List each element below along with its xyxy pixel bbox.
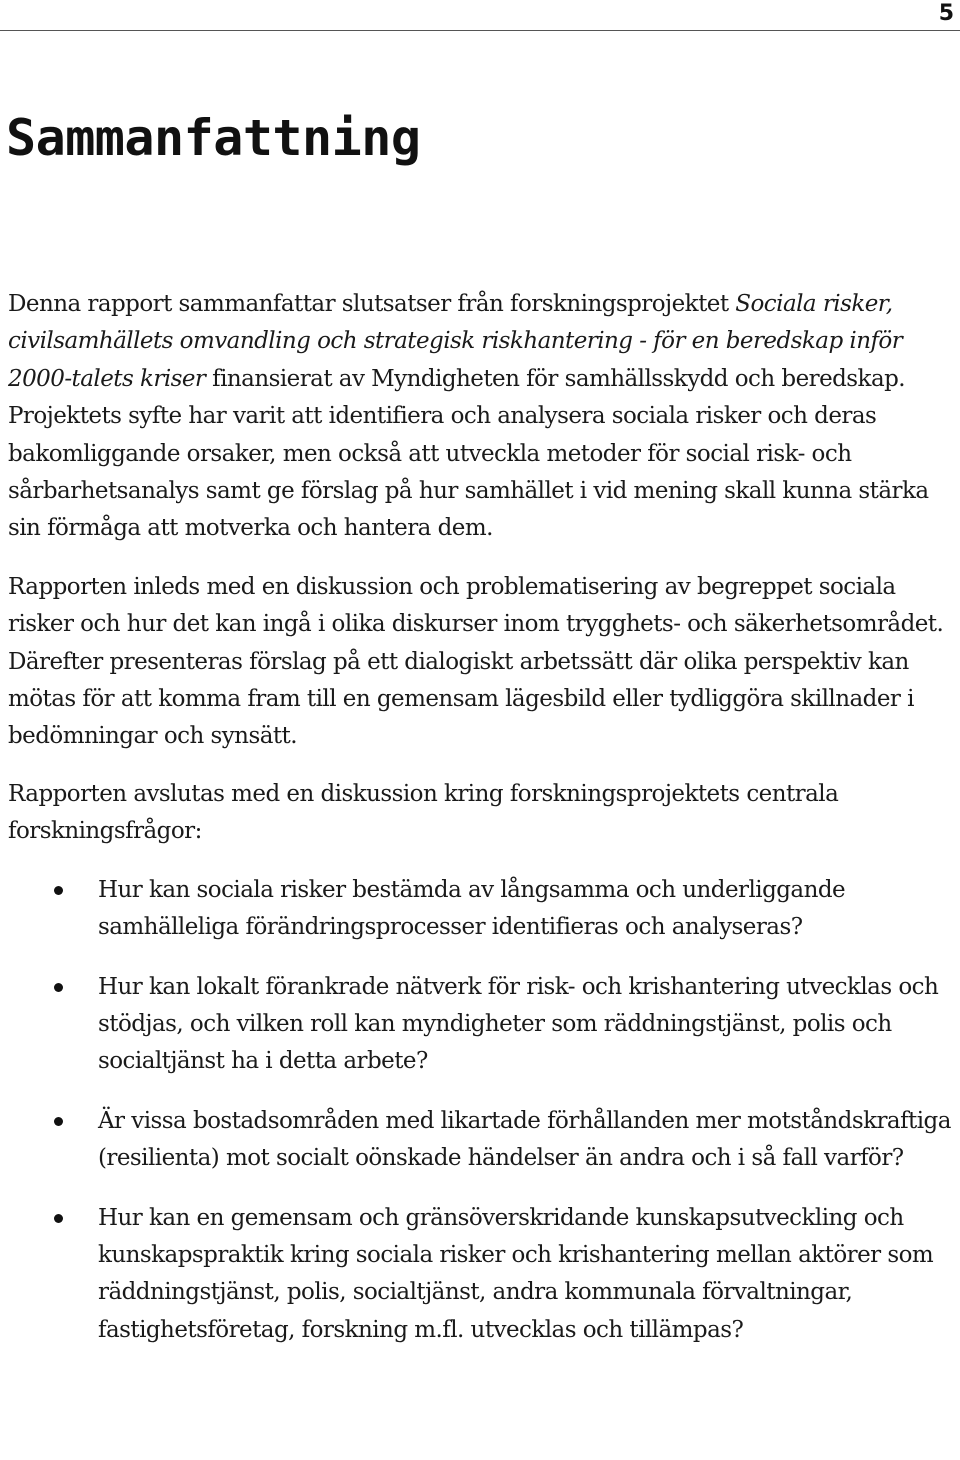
research-questions-list xyxy=(8,872,956,1349)
list-item xyxy=(8,1103,956,1178)
bullet-icon xyxy=(54,1117,63,1126)
list-item-text: Hur kan en gemensam och gränsöverskridande kunskapsutveckling och kunskapspraktik kring sociala risker och krishantering mellan aktörer som räddningstjänst, polis, socialtjänst, andra kommunala förvaltningar, fastighetsföretag, forskning m.fl. utvecklas och tillämpas? xyxy=(98,1204,934,1343)
intro-text-start: Denna rapport sammanfattar slutsatser från forskningsprojektet xyxy=(8,291,736,317)
list-item-text: Är vissa bostadsområden med likartade förhållanden mer motståndskraftiga (resilienta) mot socialt oönskade händelser än andra och i så fall varför? xyxy=(98,1107,951,1172)
page-title: Sammanfattning xyxy=(6,109,421,167)
bullet-icon xyxy=(54,1214,63,1223)
list-item xyxy=(8,1200,956,1350)
bullet-icon xyxy=(54,983,63,992)
project-title: Sociala risker, civilsamhällets omvandling och strategisk riskhantering - för en beredskap inför 2000-talets kriser xyxy=(8,291,903,392)
document-body xyxy=(8,286,956,1371)
list-item xyxy=(8,969,956,1081)
outline-paragraph: Rapporten inleds med en diskussion och problematisering av begreppet sociala risker och hur det kan ingå i olika diskurser inom trygghets- och säkerhetsområdet. Därefter presenteras förslag på ett dialogiskt arbetssätt där olika perspektiv kan mötas för att komma fram till en gemensam lägesbild eller tydliggöra skillnader i bedömningar och synsätt. xyxy=(8,573,944,750)
conclusion-paragraph: Rapporten avslutas med en diskussion kring forskningsprojektets centrala forskningsfrågor: xyxy=(8,780,839,845)
page-header xyxy=(0,0,960,31)
intro-paragraph xyxy=(8,286,956,548)
list-item-text: Hur kan sociala risker bestämda av långsamma och underliggande samhälleliga förändringsprocesser identifieras och analyseras? xyxy=(98,876,846,941)
bullet-icon xyxy=(54,886,63,895)
page-number: 5 xyxy=(938,1,954,26)
list-item-text: Hur kan lokalt förankrade nätverk för risk- och krishantering utvecklas och stödjas, och vilken roll kan myndigheter som räddningstjänst, polis och socialtjänst ha i detta arbete? xyxy=(98,973,939,1075)
list-item xyxy=(8,872,956,947)
intro-text-end: finansierat av Myndigheten för samhällsskydd och beredskap. Projektets syfte har varit att identifiera och analysera sociala risker och deras bakomliggande orsaker, men också att utveckla metoder för social risk- och sårbarhetsanalys samt ge förslag på hur samhället i vid mening skall kunna stärka sin förmåga att motverka och hantera dem. xyxy=(8,365,929,542)
